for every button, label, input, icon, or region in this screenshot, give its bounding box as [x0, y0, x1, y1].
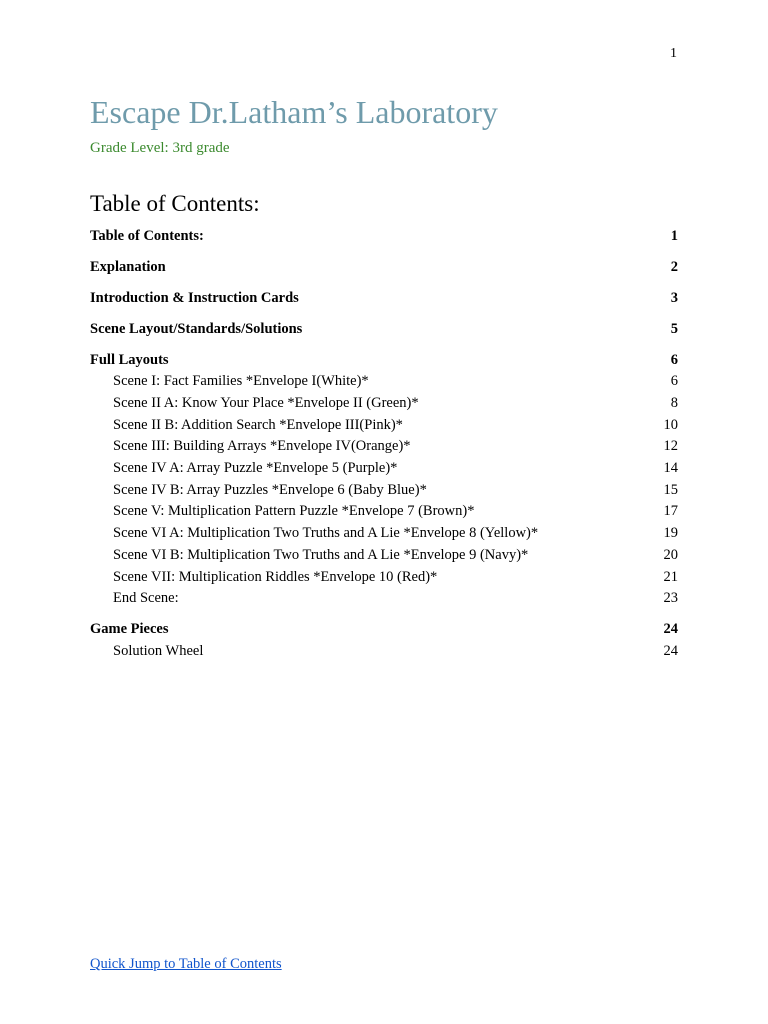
toc-entry-label: Scene Layout/Standards/Solutions: [90, 320, 303, 337]
toc-section-entry[interactable]: [90, 288, 678, 310]
toc-heading: Table of Contents:: [90, 191, 260, 216]
toc-subsection-entry[interactable]: [90, 480, 678, 502]
toc-entry-label: Scene V: Multiplication Pattern Puzzle *Envelope 7 (Brown)*: [113, 503, 475, 520]
toc-entry-page-number: 3: [670, 289, 678, 306]
toc-subsection-entry[interactable]: [90, 588, 678, 610]
table-of-contents: [90, 226, 678, 663]
toc-subsection-entry[interactable]: [90, 436, 678, 458]
toc-subsection-entry[interactable]: [90, 523, 678, 545]
toc-entry-label: Scene IV B: Array Puzzles *Envelope 6 (Baby Blue)*: [113, 481, 427, 498]
toc-entry-label: Scene I: Fact Families *Envelope I(White)*: [113, 373, 369, 390]
toc-entry-label: Scene VI B: Multiplication Two Truths and A Lie *Envelope 9 (Navy)*: [113, 546, 529, 563]
quick-jump-link[interactable]: Quick Jump to Table of Contents: [90, 956, 282, 972]
page-number: 1: [670, 46, 677, 61]
toc-entry-label: Scene VII: Multiplication Riddles *Envelope 10 (Red)*: [113, 568, 438, 585]
toc-entry-label: Table of Contents:: [90, 228, 204, 244]
toc-entry-label: Scene II A: Know Your Place *Envelope II (Green)*: [113, 394, 419, 411]
toc-entry-page-number: 23: [663, 590, 678, 607]
toc-entry-page-number: 1: [670, 228, 678, 244]
toc-section-entry[interactable]: [90, 226, 678, 248]
toc-entry-page-number: 17: [663, 503, 678, 520]
toc-entry-page-number: 5: [670, 320, 678, 337]
toc-subsection-entry[interactable]: [90, 567, 678, 589]
toc-entry-page-number: 24: [663, 642, 678, 659]
toc-section-entry[interactable]: [90, 319, 678, 341]
toc-entry-label: Full Layouts: [90, 351, 169, 368]
toc-subsection-entry[interactable]: [90, 371, 678, 393]
toc-entry-label: End Scene:: [113, 590, 179, 607]
toc-entry-page-number: 6: [670, 351, 678, 368]
toc-entry-label: Scene IV A: Array Puzzle *Envelope 5 (Purple)*: [113, 460, 398, 477]
toc-entry-page-number: 24: [663, 621, 678, 638]
toc-section-entry[interactable]: [90, 257, 678, 279]
toc-entry-page-number: 2: [670, 258, 678, 275]
toc-subsection-entry[interactable]: [90, 415, 678, 437]
toc-section-entry[interactable]: [90, 619, 678, 641]
toc-entry-page-number: 10: [663, 416, 678, 433]
toc-entry-page-number: 14: [663, 460, 678, 477]
toc-entry-label: Scene II B: Addition Search *Envelope III(Pink)*: [113, 416, 403, 433]
toc-entry-page-number: 6: [670, 373, 678, 390]
toc-entry-page-number: 20: [663, 546, 678, 563]
toc-entry-page-number: 21: [663, 568, 678, 585]
toc-section-entry[interactable]: [90, 350, 678, 372]
toc-entry-page-number: 19: [663, 525, 678, 542]
grade-level: Grade Level: 3rd grade: [90, 140, 230, 156]
toc-entry-label: Introduction & Instruction Cards: [90, 289, 299, 306]
toc-subsection-entry[interactable]: [90, 501, 678, 523]
toc-entry-label: Solution Wheel: [113, 642, 204, 659]
toc-entry-page-number: 12: [663, 438, 678, 455]
toc-entry-label: Explanation: [90, 258, 166, 275]
document-title: Escape Dr.Latham’s Laboratory: [90, 94, 498, 130]
toc-subsection-entry[interactable]: [90, 545, 678, 567]
toc-entry-label: Scene VI A: Multiplication Two Truths and A Lie *Envelope 8 (Yellow)*: [113, 525, 539, 542]
toc-entry-page-number: 15: [663, 481, 678, 498]
toc-entry-label: Scene III: Building Arrays *Envelope IV(Orange)*: [113, 438, 411, 455]
toc-subsection-entry[interactable]: [90, 458, 678, 480]
toc-subsection-entry[interactable]: [90, 641, 678, 663]
toc-entry-page-number: 8: [670, 394, 678, 411]
toc-subsection-entry[interactable]: [90, 393, 678, 415]
toc-entry-label: Game Pieces: [90, 621, 169, 638]
